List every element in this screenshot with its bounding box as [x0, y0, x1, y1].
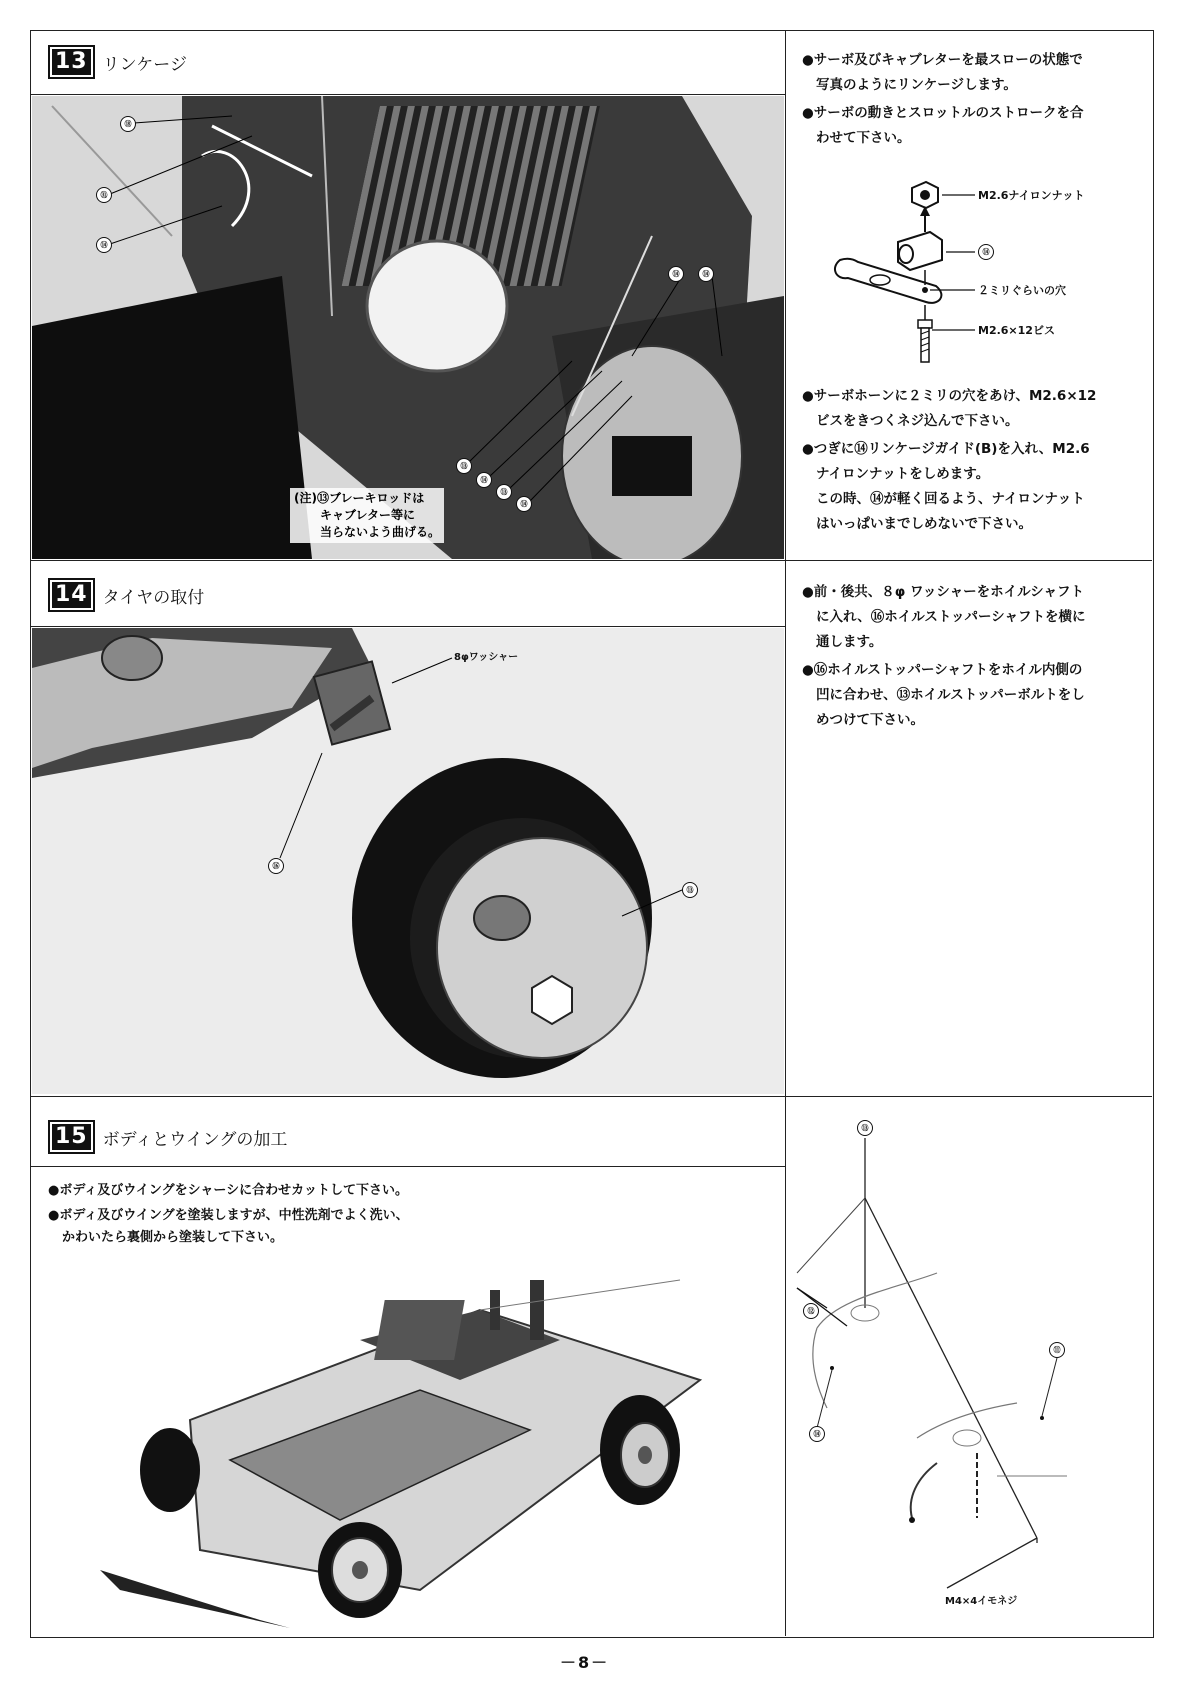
callout-16: ⑯ [268, 858, 284, 874]
callout-11: ⑪ [1049, 1342, 1065, 1358]
section-14-header-rule [30, 626, 785, 627]
servo-horn-diagram [830, 180, 1150, 370]
washer-label: 8φワッシャー [454, 652, 519, 663]
callout-14b: ⑭ [476, 472, 492, 488]
callout-31: ㉛ [96, 187, 112, 203]
brake-rod-note-line-1: (注)⑬ブレーキロッドは [294, 491, 425, 505]
page-number: －8－ [560, 1653, 610, 1672]
section-14-tire-photo [32, 628, 784, 1094]
separator-13-14 [30, 560, 1152, 561]
callout-14a: ⑭ [96, 237, 112, 253]
section-13-heading [50, 47, 187, 77]
section-15-number: 15 [50, 1122, 93, 1152]
section-14-title: タイヤの取付 [102, 587, 205, 608]
chassis-illustration [60, 1270, 760, 1630]
section-15-header-rule [30, 1166, 785, 1167]
callout-13-tire: ⑬ [682, 882, 698, 898]
section-15-chassis-photo [60, 1270, 760, 1630]
note-13-1: ●サーボ及びキャブレターを最スローの状態で 写真のようにリンケージします。 [802, 52, 1083, 93]
separator-14-15 [30, 1096, 1152, 1097]
section-14-heading [50, 580, 204, 610]
section-14-number: 14 [50, 580, 93, 610]
brake-rod-note-line-2: キャブレター等に [320, 508, 416, 522]
column-divider-13 [785, 30, 786, 560]
linkage-guide-callout: ⑭ [978, 244, 994, 260]
callout-14-wing: ⑭ [809, 1426, 825, 1442]
section-13-engine-photo [32, 96, 784, 559]
column-divider-15 [785, 1096, 786, 1636]
section-13-notes-top [800, 48, 1145, 154]
brake-rod-note-line-3: 当らないよう曲げる。 [320, 525, 441, 539]
callout-14d: ⑭ [668, 266, 684, 282]
callout-12: ⑫ [803, 1303, 819, 1319]
section-13-notes-bottom [800, 384, 1145, 540]
section-15-title: ボディとウイングの加工 [102, 1129, 288, 1150]
servo-horn-illustration [830, 180, 1150, 370]
callout-14c: ⑭ [516, 496, 532, 512]
section-13-number: 13 [50, 47, 93, 77]
callout-14e: ⑭ [698, 266, 714, 282]
note-13-4: ●つぎに⑭リンケージガイド(B)を入れ、M2.6 ナイロンナットをしめます。 この時、⑭が軽く回るよう、ナイロンナット はいっぱいまでしめないで下さい。 [802, 441, 1090, 532]
callout-18: ⑱ [120, 116, 136, 132]
section-14-notes [800, 580, 1145, 736]
section-15-heading [50, 1122, 287, 1152]
screw-label: M2.6×12ビス [978, 324, 1055, 337]
nylon-nut-label: M2.6ナイロンナット [978, 189, 1085, 202]
callout-13-wing: ⑬ [857, 1120, 873, 1136]
note-13-3: ●サーボホーンに２ミリの穴をあけ、M2.6×12 ビスをきつくネジ込んで下さい。 [802, 388, 1097, 429]
section-13-header-rule [30, 94, 785, 95]
brake-rod-note [290, 488, 444, 543]
note-15-2: ●ボディ及びウイングを塗装しますが、中性洗剤でよく洗い、 かわいたら裏側から塗装して下さい。 [48, 1208, 409, 1245]
note-13-2: ●サーボの動きとスロットルのストロークを合 わせて下さい。 [802, 105, 1084, 146]
body-wing-illustration [787, 1098, 1151, 1634]
note-14-1: ●前・後共、８φ ワッシャーをホイルシャフト に入れ、⑯ホイルストッパーシャフトを横に 通します。 [802, 584, 1086, 650]
tire-mounting-illustration [32, 628, 784, 1094]
note-14-2: ●⑯ホイルストッパーシャフトをホイル内側の 凹に合わせ、⑬ホイルストッパーボルトをし めつけて下さい。 [802, 662, 1085, 728]
section-15-wing-diagram [787, 1098, 1151, 1634]
note-15-1: ●ボディ及びウイングをシャーシに合わせカットして下さい。 [48, 1183, 409, 1198]
column-divider-14 [785, 560, 786, 1096]
callout-13b: ⑬ [496, 484, 512, 500]
hole-label: ２ミリぐらいの穴 [978, 284, 1066, 297]
section-13-title: リンケージ [102, 54, 187, 75]
section-15-notes [46, 1180, 766, 1252]
callout-13a: ⑬ [456, 458, 472, 474]
set-screw-label: M4×4イモネジ [945, 1596, 1018, 1607]
